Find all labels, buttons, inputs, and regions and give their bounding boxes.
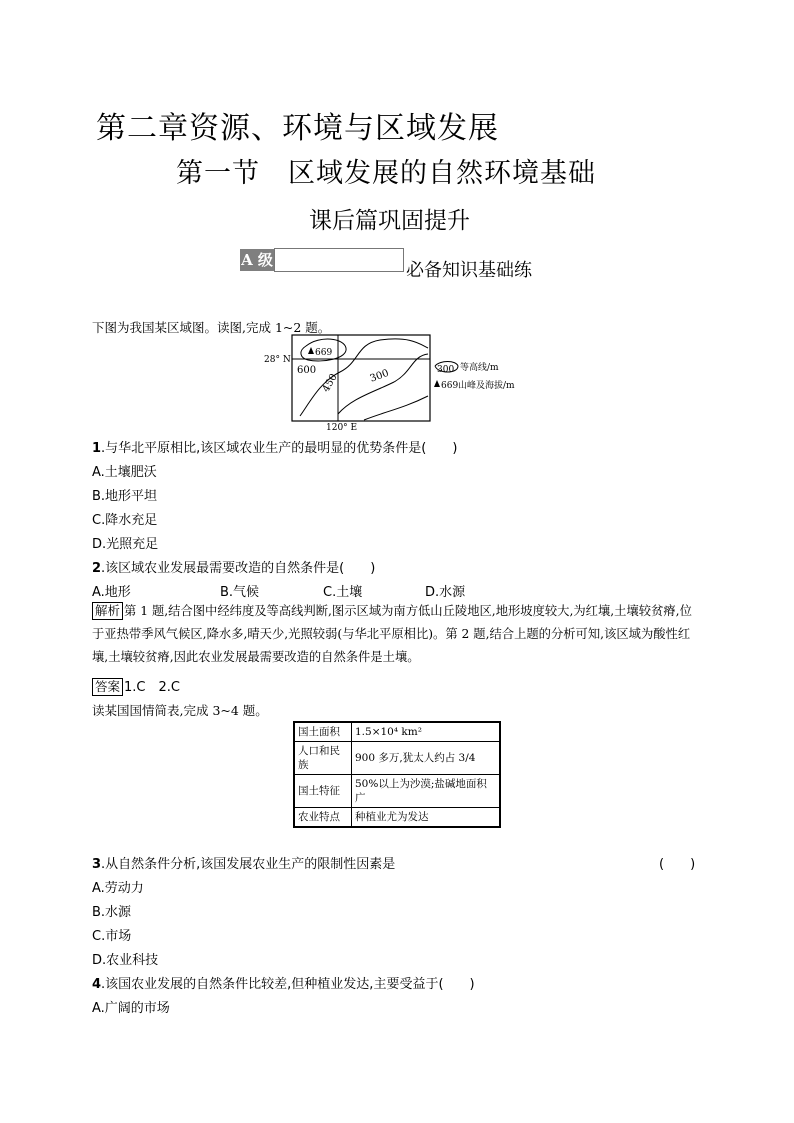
contour-label-300: 300: [368, 367, 391, 385]
q4-option-a: A.广阔的市场: [92, 1001, 170, 1016]
legend-peak-text: 山峰及海拔/m: [458, 381, 515, 391]
question-2-text: .该区域农业发展最需要改造的自然条件是( ): [101, 561, 376, 576]
level-badge: A 级: [241, 251, 273, 269]
peak-label: 669: [315, 348, 333, 358]
question-4-number: 4: [92, 977, 102, 992]
map-frame: [292, 335, 430, 421]
contour-lower: [364, 396, 428, 420]
q2-option-a: A.地形: [92, 585, 131, 600]
table-key: 国土特征: [294, 775, 352, 808]
answer-text: 1.C 2.C: [124, 680, 180, 695]
table-value: 50%以上为沙漠;盐碱地面积广: [352, 775, 501, 808]
table-value: 种植业尤为发达: [352, 808, 501, 828]
q2-option-d: D.水源: [425, 585, 466, 600]
table-row: [294, 775, 500, 808]
question-4-text: .该国农业发展的自然条件比较差,但种植业发达,主要受益于( ): [101, 977, 475, 992]
table-row: [294, 808, 500, 828]
section-title: 第一节 区域发展的自然环境基础: [176, 158, 596, 189]
longitude-label: 120° E: [326, 423, 358, 432]
contour-map: [260, 332, 540, 432]
table-value: 1.5×10⁴ km²: [352, 722, 501, 742]
question-3-text: .从自然条件分析,该国发展农业生产的限制性因素是: [101, 857, 396, 872]
question-1-number: 1: [92, 441, 102, 456]
q1-option-c: C.降水充足: [92, 513, 158, 528]
explanation-block: [92, 600, 702, 669]
legend-peak-icon: [434, 380, 440, 387]
question-1: [92, 437, 457, 456]
explanation-tag: 解析: [92, 602, 123, 620]
q3-option-a: A.劳动力: [92, 881, 144, 896]
table-row: [294, 742, 500, 775]
question-3: [92, 853, 395, 872]
legend-contour-sample: 300: [437, 365, 455, 375]
intro-q3-4: 读某国国情简表,完成 3~4 题。: [92, 703, 268, 718]
answer-tag: 答案: [92, 678, 123, 696]
peak-marker: [308, 347, 314, 354]
answer-block: [92, 676, 180, 696]
contour-label-450: 450: [320, 372, 340, 395]
question-4: [92, 973, 475, 992]
q1-option-a: A.土壤肥沃: [92, 465, 157, 480]
q1-option-b: B.地形平坦: [92, 489, 158, 504]
table-key: 人口和民族: [294, 742, 352, 775]
q1-option-d: D.光照充足: [92, 537, 159, 552]
question-2-number: 2: [92, 561, 102, 576]
question-3-paren: ( ): [659, 857, 696, 872]
q2-option-b: B.气候: [220, 585, 260, 600]
legend-peak-sample: 669: [441, 381, 459, 391]
chapter-title: 第二章资源、环境与区域发展: [96, 111, 499, 146]
question-2: [92, 557, 375, 576]
q3-option-c: C.市场: [92, 929, 132, 944]
page-subtitle: 课后篇巩固提升: [309, 208, 470, 234]
explanation-text: 第 1 题,结合图中经纬度及等高线判断,图示区域为南方低山丘陵地区,地形坡度较大,为红壤,土壤较贫瘠,位于亚热带季风气候区,降水多,晴天少,光照较弱(与华北平原相比)。第 2 题,结合上题的分析可知,该区域为酸性红壤,土壤较贫瘠,因此农业发展最需要改造的自然条件是土壤。: [92, 604, 692, 664]
q3-option-d: D.农业科技: [92, 953, 159, 968]
q3-option-b: B.水源: [92, 905, 132, 920]
level-blank-box: [274, 248, 404, 272]
intro-q1-2: 下图为我国某区域图。读图,完成 1~2 题。: [92, 320, 331, 335]
country-info-table: [293, 721, 501, 828]
q2-option-c: C.土壤: [323, 585, 363, 600]
level-text: 必备知识基础练: [406, 260, 532, 281]
question-1-text: .与华北平原相比,该区域农业生产的最明显的优势条件是( ): [101, 441, 458, 456]
contour-label-600: 600: [297, 365, 317, 376]
table-row: [294, 722, 500, 742]
table-key: 农业特点: [294, 808, 352, 828]
legend-contour-text: 等高线/m: [460, 363, 499, 373]
latitude-label: 28° N: [264, 355, 291, 365]
table-value: 900 多万,犹太人约占 3/4: [352, 742, 501, 775]
table-key: 国土面积: [294, 722, 352, 742]
question-3-number: 3: [92, 857, 102, 872]
